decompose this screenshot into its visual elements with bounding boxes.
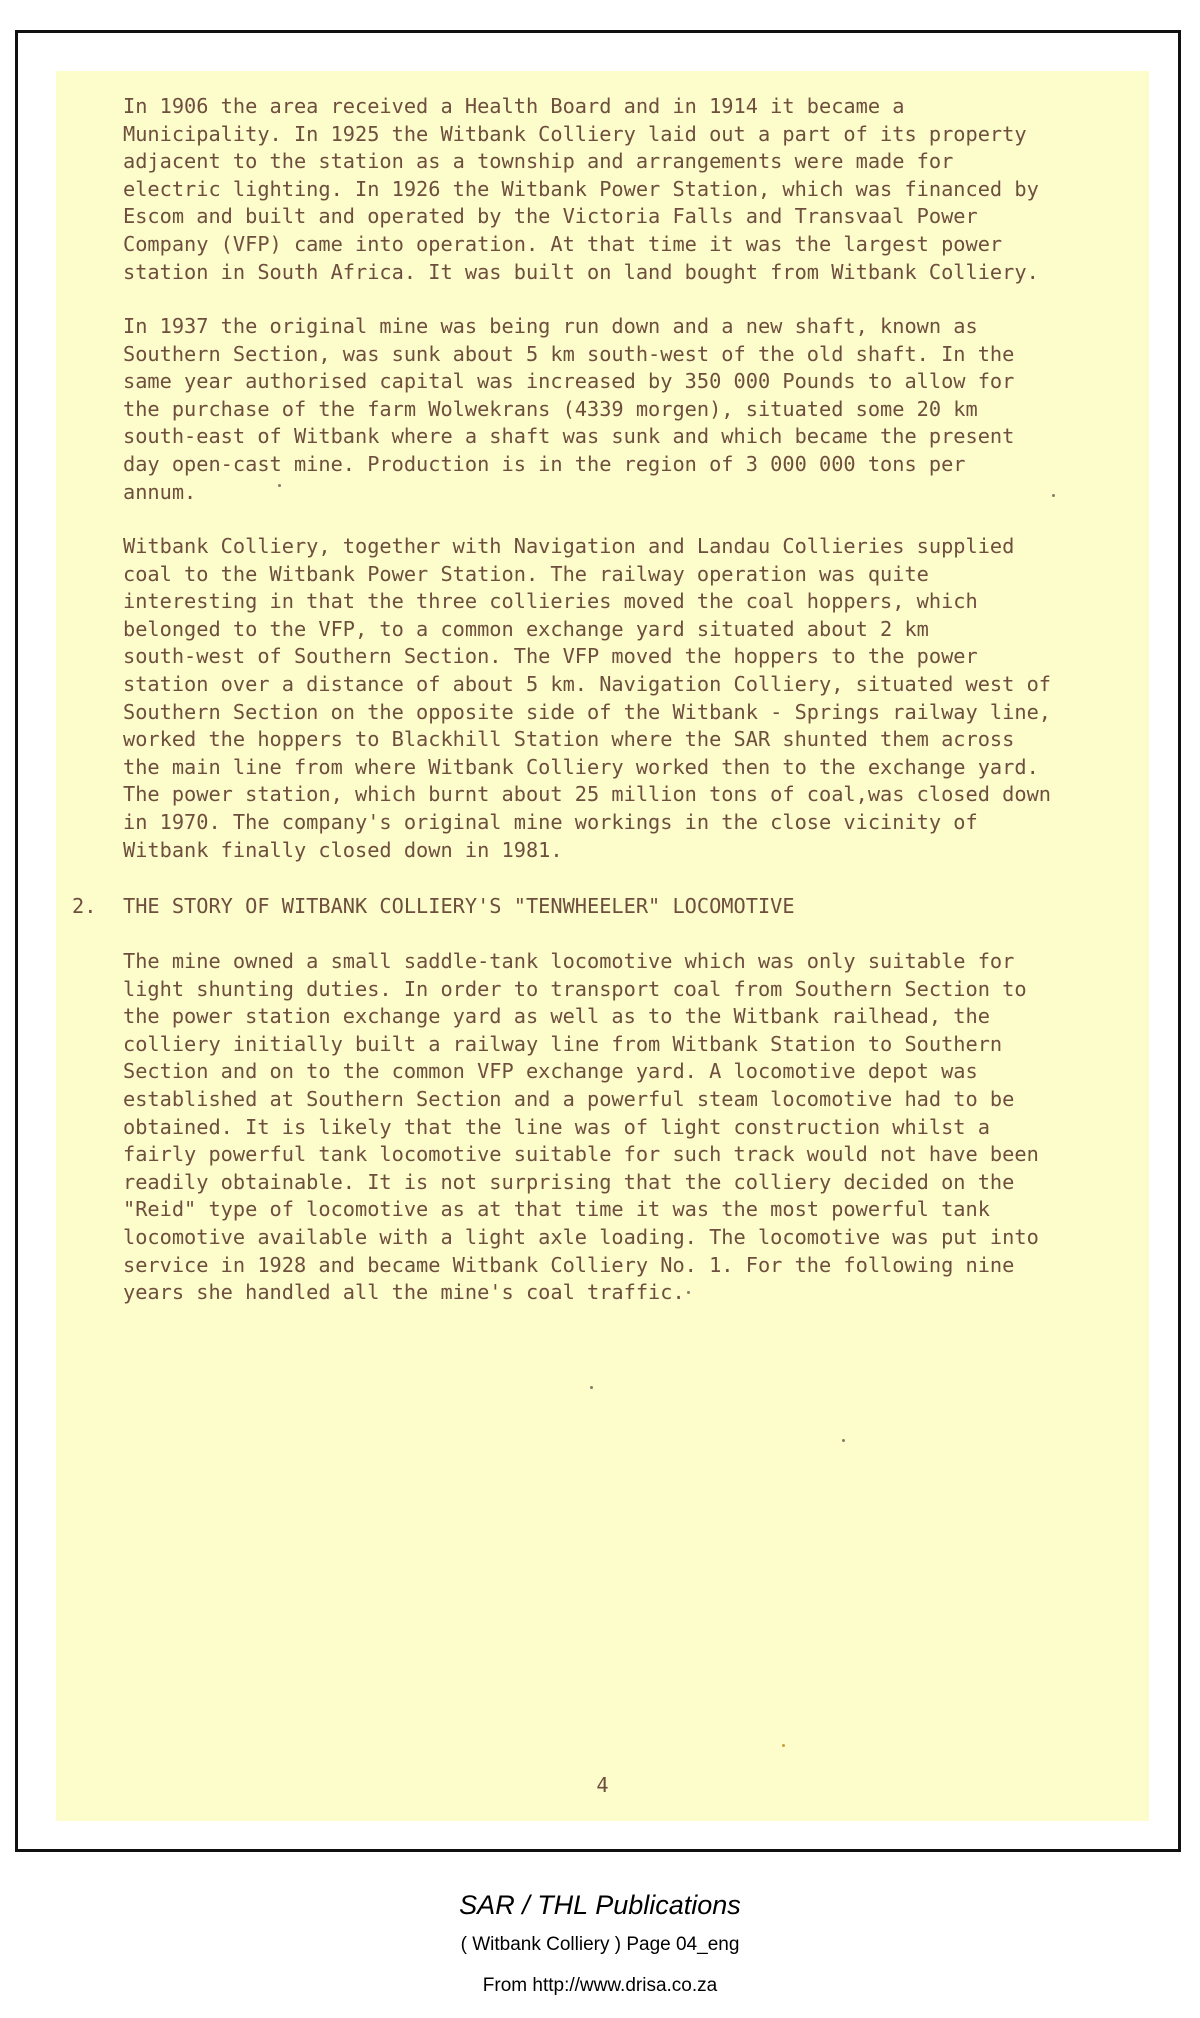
page-number: 4 [596, 1773, 609, 1797]
section-heading: THE STORY OF WITBANK COLLIERY'S "TENWHEELER" LOCOMOTIVE [123, 894, 795, 918]
footer-title: SAR / THL Publications [459, 1890, 741, 1920]
scan-speck [590, 1386, 593, 1389]
scan-speck [1052, 494, 1055, 497]
paragraph-health-board: In 1906 the area received a Health Board and in 1914 it became a Municipality. In 1925 the Witbank Colliery laid out a part of its property adjacent to the station as a township and arrangements were made for electric lighting. In 1926 the Witbank Power Station, which was financed by Escom and built and operated by the Victoria Falls and Transvaal Power Company (VFP) came into operation. At that time it was the largest power station in South Africa. It was built on land bought from Witbank Colliery. [123, 94, 1039, 284]
paragraph-tenwheeler-story: The mine owned a small saddle-tank locomotive which was only suitable for light shunting duties. In order to transport coal from Southern Section to the power station exchange yard as well as to the Witbank railhead, the colliery initially built a railway line from Witbank Station to Southern Section and on to the common VFP exchange yard. A locomotive depot was established at Southern Section and a powerful steam locomotive had to be obtained. It is likely that the line was of light construction whilst a fairly powerful tank locomotive suitable for such track would not have been readily obtainable. It is not surprising that the colliery decided on the "Reid" type of locomotive as at that time it was the most powerful tank locomotive available with a light axle loading. The locomotive was put into service in 1928 and became Witbank Colliery No. 1. For the following nine years she handled all the mine's coal traffic. [123, 949, 1039, 1305]
footer-source: From http://www.drisa.co.za [482, 1975, 718, 1996]
paragraph-power-station-supply: Witbank Colliery, together with Navigation and Landau Collieries supplied coal to the Witbank Power Station. The railway operation was quite interesting in that the three collieries moved the coal hoppers, which belonged to the VFP, to a common exchange yard situated about 2 km south-west of Southern Section. The VFP moved the hoppers to the power station over a distance of about 5 km. Navigation Colliery, situated west of Southern Section on the opposite side of the Witbank - Springs railway line, worked the hoppers to Blackhill Station where the SAR shunted them across the main line from where Witbank Colliery worked then to the exchange yard. The power station, which burnt about 25 million tons of coal,was closed down in 1970. The company's original mine workings in the close vicinity of Witbank finally closed down in 1981. [123, 534, 1051, 862]
paragraph-southern-section: In 1937 the original mine was being run down and a new shaft, known as Southern Section, was sunk about 5 km south-west of the old shaft. In the same year authorised capital was increased by 350 000 Pounds to allow for the purchase of the farm Wolwekrans (4339 morgen), situated some 20 km south-east of Witbank where a shaft was sunk and which became the present day open-cast mine. Production is in the region of 3 000 000 tons per annum. [123, 314, 1015, 504]
page-frame [15, 30, 1181, 1852]
section-number: 2. [72, 894, 97, 918]
scanned-page [56, 71, 1149, 1821]
scan-speck [842, 1439, 845, 1442]
footer-subtitle: ( Witbank Colliery ) Page 04_eng [460, 1934, 740, 1955]
scan-speck [687, 1291, 690, 1294]
scan-speck [782, 1744, 785, 1747]
scan-speck [278, 484, 281, 487]
